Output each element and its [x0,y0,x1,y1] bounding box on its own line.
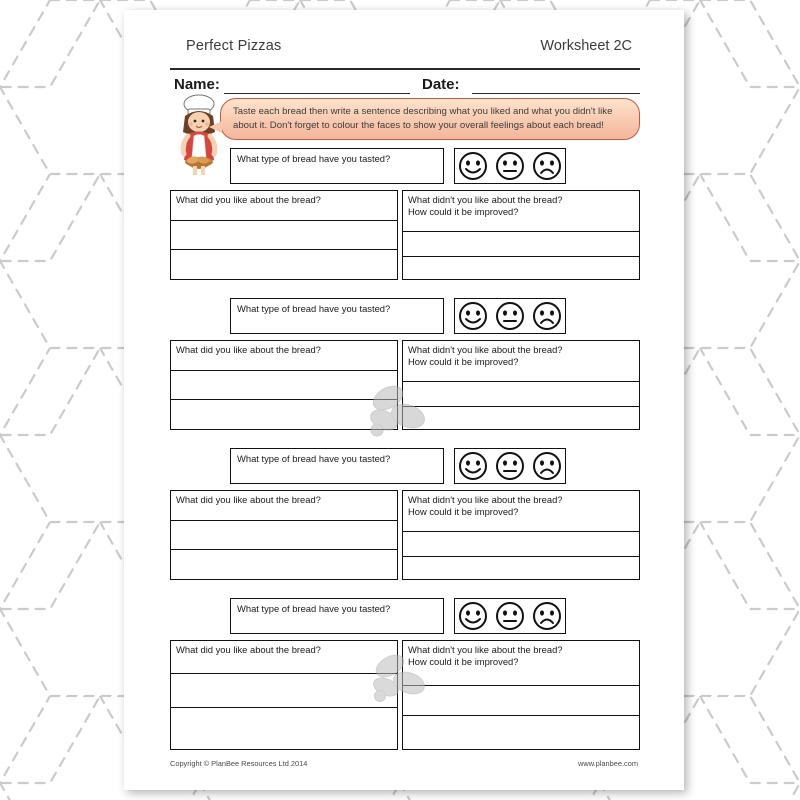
bee-decoration-icon [366,650,434,710]
name-label: Name: [174,76,220,93]
smiley-sad-face-icon[interactable] [532,601,562,631]
bread-type-label: What type of bread have you tasted? [237,453,391,464]
disliked-answer-label-line1: What didn't you like about the bread? [408,344,563,355]
liked-answer-label: What did you like about the bread? [176,194,321,205]
writing-line [403,231,639,232]
writing-line [171,249,397,250]
writing-line [403,381,639,382]
face-rating-group[interactable] [454,298,566,334]
bread-type-label: What type of bread have you tasted? [237,603,391,614]
bread-type-input[interactable] [230,148,444,184]
smiley-neutral-face-icon[interactable] [495,301,525,331]
writing-line [403,256,639,257]
writing-line [171,707,397,708]
smiley-neutral-face-icon[interactable] [495,151,525,181]
writing-line [403,715,639,716]
worksheet-header [124,38,684,62]
bread-type-input[interactable] [230,598,444,634]
date-label: Date: [422,76,460,93]
bread-type-input[interactable] [230,298,444,334]
writing-line [403,531,639,532]
smiley-happy-face-icon[interactable] [458,151,488,181]
liked-answer-label: What did you like about the bread? [176,344,321,355]
disliked-answer-label [408,494,563,518]
smiley-sad-face-icon[interactable] [532,451,562,481]
writing-line [403,556,639,557]
writing-line [171,520,397,521]
disliked-answer-box[interactable] [402,190,640,280]
disliked-answer-box[interactable] [402,640,640,750]
writing-line [171,673,397,674]
smiley-sad-face-icon[interactable] [532,151,562,181]
worksheet-label: Worksheet 2C [540,38,632,54]
footer-url[interactable]: www.planbee.com [578,759,638,768]
disliked-answer-label-line1: What didn't you like about the bread? [408,194,563,205]
smiley-happy-face-icon[interactable] [458,451,488,481]
disliked-answer-label-line2: How could it be improved? [408,506,519,517]
liked-answer-label: What did you like about the bread? [176,494,321,505]
writing-line [171,549,397,550]
bread-type-label: What type of bread have you tasted? [237,153,391,164]
page-title: Perfect Pizzas [186,38,282,54]
disliked-answer-label-line1: What didn't you like about the bread? [408,644,563,655]
worksheet-sheet [124,10,684,790]
smiley-sad-face-icon[interactable] [532,301,562,331]
writing-line [171,220,397,221]
writing-line [403,406,639,407]
disliked-answer-label [408,344,563,368]
face-rating-group[interactable] [454,148,566,184]
disliked-answer-box[interactable] [402,340,640,430]
chef-girl-icon [168,92,230,178]
disliked-answer-label [408,194,563,218]
liked-answer-box[interactable] [170,190,398,280]
disliked-answer-label-line2: How could it be improved? [408,656,519,667]
liked-answer-box[interactable] [170,490,398,580]
disliked-answer-box[interactable] [402,490,640,580]
bee-decoration-icon [362,380,436,444]
smiley-neutral-face-icon[interactable] [495,451,525,481]
disliked-answer-label-line1: What didn't you like about the bread? [408,494,563,505]
bread-type-input[interactable] [230,448,444,484]
liked-answer-label: What did you like about the bread? [176,644,321,655]
header-divider [170,68,640,70]
writing-line [171,370,397,371]
smiley-happy-face-icon[interactable] [458,601,488,631]
liked-answer-box[interactable] [170,640,398,750]
writing-line [403,685,639,686]
smiley-happy-face-icon[interactable] [458,301,488,331]
smiley-neutral-face-icon[interactable] [495,601,525,631]
instruction-text: Taste each bread then write a sentence describing what you liked and what you didn't like about it. Don't forget to colour the faces to show your overall feelings about each bread! [233,106,613,131]
date-input-line[interactable] [472,93,640,94]
name-input-line[interactable] [224,93,410,94]
footer-copyright: Copyright © PlanBee Resources Ltd 2014 [170,759,308,768]
face-rating-group[interactable] [454,598,566,634]
bread-type-label: What type of bread have you tasted? [237,303,391,314]
disliked-answer-label-line2: How could it be improved? [408,356,519,367]
disliked-answer-label-line2: How could it be improved? [408,206,519,217]
face-rating-group[interactable] [454,448,566,484]
instruction-bubble [220,98,640,140]
